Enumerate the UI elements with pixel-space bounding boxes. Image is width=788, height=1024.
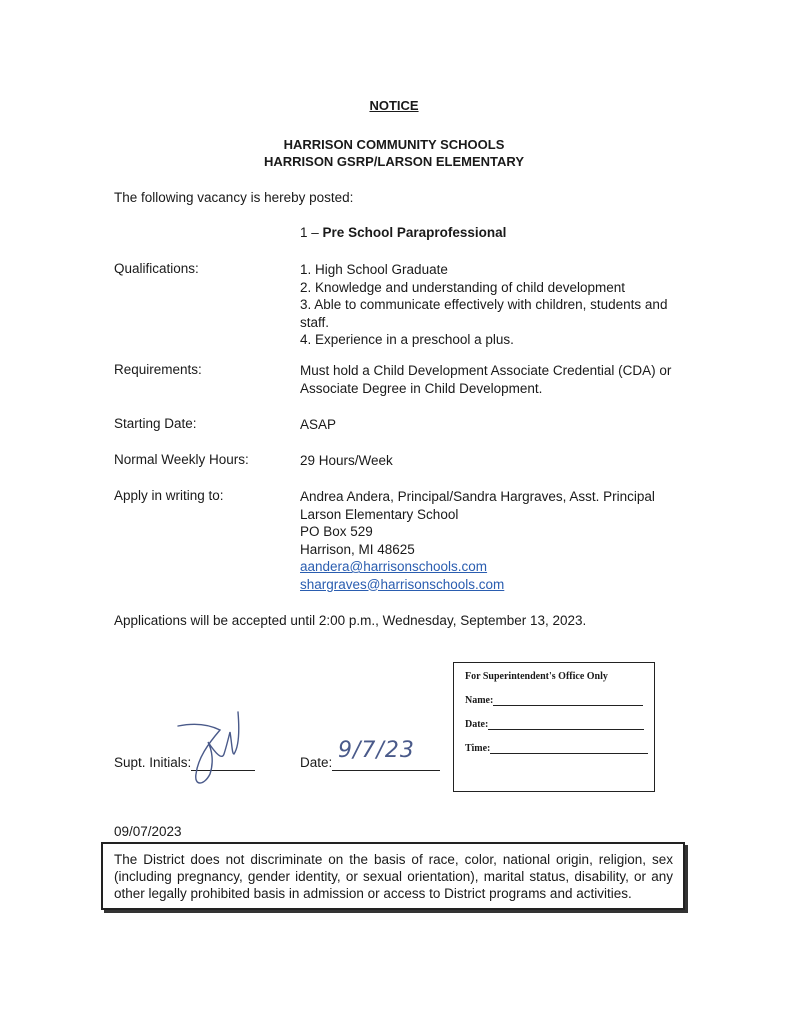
qualification-item: staff. <box>300 314 330 330</box>
intro-text: The following vacancy is hereby posted: <box>114 190 354 205</box>
qualification-item: 2. Knowledge and understanding of child development <box>300 279 625 295</box>
email-link-asst-principal[interactable]: shargraves@harrisonschools.com <box>300 576 505 592</box>
apply-label: Apply in writing to: <box>114 488 224 503</box>
supt-initials-label: Supt. Initials: <box>114 755 192 770</box>
requirements-text <box>300 362 680 397</box>
apply-line: Andrea Andera, Principal/Sandra Hargraves, Asst. Principal <box>300 489 655 504</box>
office-time-line <box>490 743 648 754</box>
apply-line: Larson Elementary School <box>300 506 459 522</box>
apply-line: PO Box 529 <box>300 524 373 539</box>
notice-title: NOTICE <box>369 98 419 113</box>
apply-line: Harrison, MI 48625 <box>300 541 415 557</box>
requirements-label: Requirements: <box>114 362 202 377</box>
office-time-row <box>465 743 648 754</box>
requirements-line: Must hold a Child Development Associate Credential (CDA) or <box>300 363 672 378</box>
date-label: Date: <box>300 755 333 770</box>
qualification-item: 3. Able to communicate effectively with children, students and <box>300 297 668 312</box>
office-name-label: Name: <box>465 695 494 706</box>
district-name: HARRISON COMMUNITY SCHOOLS <box>283 137 505 152</box>
weekly-hours-value: 29 Hours/Week <box>300 453 393 468</box>
initials-signature <box>168 704 248 794</box>
office-box-heading: For Superintendent's Office Only <box>465 671 608 682</box>
qualifications-list <box>300 261 680 349</box>
qualification-item: 4. Experience in a preschool a plus. <box>300 332 514 347</box>
office-date-row <box>465 719 644 730</box>
office-date-label: Date: <box>465 719 489 730</box>
office-time-label: Time: <box>465 743 491 754</box>
nondiscrimination-notice: The District does not discriminate on the basis of race, color, national origin, religion, sex (including pregnancy, gender identity, or sexual orientation), marital status, disability, or any other legally prohibited basis in admission or access to District programs and activities. <box>101 842 685 910</box>
school-name: HARRISON GSRP/LARSON ELEMENTARY <box>263 154 524 169</box>
starting-date-label: Starting Date: <box>114 416 197 431</box>
handwritten-date: 9/7/23 <box>338 738 415 763</box>
weekly-hours-label: Normal Weekly Hours: <box>114 452 249 467</box>
position-line <box>300 224 506 241</box>
posted-date: 09/07/2023 <box>114 824 182 839</box>
office-name-row <box>465 695 643 706</box>
office-date-line <box>488 719 644 730</box>
apply-address <box>300 488 680 593</box>
position-title: Pre School Paraprofessional <box>322 225 507 240</box>
deadline-text: Applications will be accepted until 2:00 p.m., Wednesday, September 13, 2023. <box>114 613 587 628</box>
office-name-line <box>493 695 643 706</box>
position-count: 1 – <box>300 225 319 240</box>
qualification-item: 1. High School Graduate <box>300 262 448 277</box>
superintendent-office-box <box>453 662 655 792</box>
starting-date-value: ASAP <box>300 417 337 432</box>
email-link-principal[interactable]: aandera@harrisonschools.com <box>300 559 488 574</box>
qualifications-label: Qualifications: <box>114 261 199 276</box>
requirements-line: Associate Degree in Child Development. <box>300 380 543 396</box>
